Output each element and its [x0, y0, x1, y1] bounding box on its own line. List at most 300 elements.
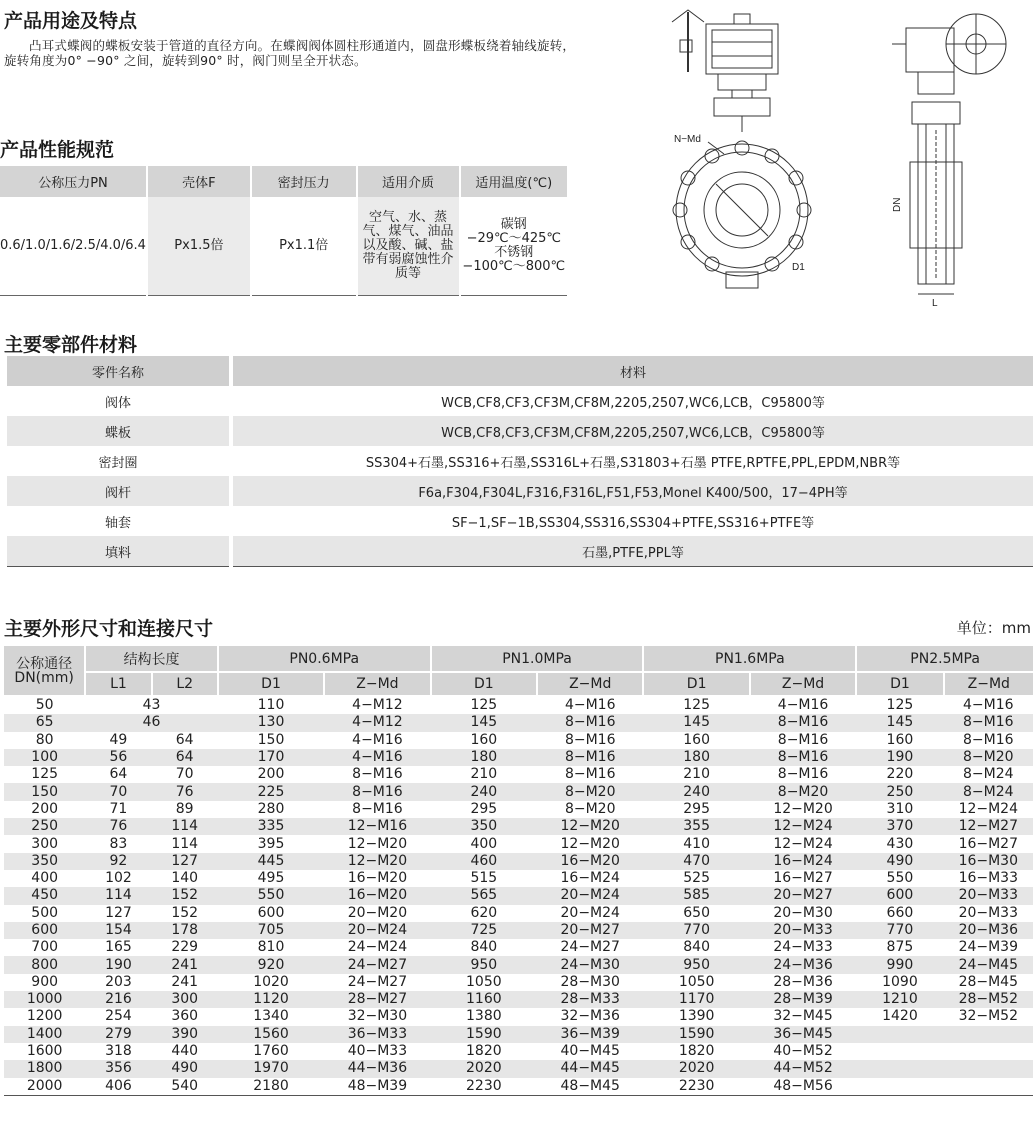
dim-cell-pn25-zmd: 12−M27 [944, 818, 1033, 835]
dim-cell-pn25-zmd: 20−M33 [958, 904, 1019, 921]
dim-subheader: D1 [218, 672, 324, 696]
dim-cell-pn10-zmd: 8−M16 [537, 714, 643, 731]
dim-cell-pn10-zmd: 16−M24 [560, 870, 620, 887]
dim-cell-pn10-zmd: 8−M16 [537, 749, 643, 766]
dim-cell-pn16-d1: 410 [683, 835, 710, 852]
dim-cell-l1: 127 [105, 904, 132, 921]
material-value: WCB,CF8,CF3,CF3M,CF8M,2205,2507,WC6,LCB，C95800等 [441, 395, 825, 411]
material-value: SF−1,SF−1B,SS304,SS316,SS304+PTFE,SS316+PTFE等 [451, 515, 815, 531]
dim-cell-pn10-zmd: 12−M20 [537, 818, 643, 835]
dim-subheader: D1 [856, 672, 943, 696]
dim-cell-dn: 1400 [4, 1026, 85, 1043]
dim-cell-pn25-d1: 770 [856, 922, 943, 939]
dim-cell-l2: 152 [152, 887, 218, 904]
dim-cell-pn16-d1: 1390 [678, 1008, 715, 1025]
unit-label: 单位：mm [956, 619, 1031, 637]
dim-cell-pn25-d1: 220 [886, 766, 914, 783]
dim-cell-pn06-d1: 170 [218, 749, 324, 766]
dim-row [4, 1026, 1033, 1043]
dim-row [4, 1060, 1033, 1077]
dim-cell-pn16-d1: 125 [683, 697, 710, 714]
dim-cell-pn25-d1: 145 [856, 714, 943, 731]
dim-cell-pn10-zmd: 40−M45 [560, 1043, 620, 1060]
dim-cell-pn16-zmd: 8−M20 [750, 783, 856, 800]
dim-cell-pn06-zmd: 16−M20 [324, 887, 430, 904]
dim-cell-pn10-zmd: 24−M27 [560, 939, 620, 956]
dim-cell-pn06-zmd: 24−M27 [347, 973, 408, 990]
perf-temp-line2: −29℃～425℃ [466, 231, 562, 246]
material-part-name: 填料 [7, 536, 231, 567]
dim-cell-pn10-zmd: 44−M45 [537, 1060, 643, 1077]
dim-cell-dn: 450 [4, 887, 85, 904]
dim-cell-l2: 64 [152, 749, 218, 766]
dim-cell-pn16-zmd: 24−M36 [750, 956, 856, 973]
dim-cell-l2: 241 [171, 973, 199, 990]
dim-cell-l1: 92 [85, 853, 151, 870]
material-part-name: 阀体 [7, 386, 231, 416]
dim-cell-l1: 154 [85, 922, 151, 939]
dim-cell-l2: 490 [152, 1060, 218, 1077]
dim-cell-pn25-zmd: 8−M16 [944, 714, 1033, 731]
dim-cell-pn10-zmd: 8−M16 [564, 731, 616, 748]
dim-cell-l1: 254 [105, 1008, 132, 1025]
dim-cell-pn06-zmd: 12−M20 [324, 853, 430, 870]
dim-cell-l2: 89 [175, 800, 194, 817]
dim-cell-dn: 1000 [4, 991, 85, 1008]
perf-header-seal: 密封压力 [251, 166, 357, 197]
dim-cell-pn25-d1: 1210 [856, 991, 943, 1008]
dim-cell-pn06-zmd: 20−M24 [324, 922, 430, 939]
dim-cell-l1: 102 [105, 870, 132, 887]
dim-cell-pn10-d1: 1160 [431, 991, 537, 1008]
perf-temp-line4: −100℃～800℃ [462, 259, 566, 274]
dim-cell-pn10-d1: 240 [431, 783, 537, 800]
dim-subheader: Z−Md [750, 672, 856, 696]
dim-cell-pn16-zmd: 28−M36 [773, 973, 833, 990]
dim-cell-pn25-zmd: 28−M45 [958, 973, 1019, 990]
dim-row [4, 939, 1033, 956]
dim-subheader: Z−Md [324, 672, 430, 696]
dim-cell-pn25-d1 [856, 1060, 943, 1077]
dim-cell-l1: 76 [85, 818, 151, 835]
dim-cell-dn: 2000 [26, 1077, 63, 1094]
dim-cell-pn16-zmd: 4−M16 [777, 697, 829, 714]
dim-row [4, 1043, 1033, 1060]
dim-cell-l1: 279 [85, 1026, 151, 1043]
dim-cell-l1: 190 [85, 956, 151, 973]
dim-cell-l1: 203 [105, 973, 132, 990]
dim-row [4, 1078, 1033, 1096]
dim-header-dn-line1: 公称通径 [16, 655, 73, 672]
dim-cell-pn06-zmd: 8−M16 [352, 800, 403, 817]
dimension-table [4, 646, 1033, 1096]
dim-cell-l1: 56 [85, 749, 151, 766]
dim-cell-pn06-d1: 600 [257, 904, 285, 921]
dim-cell-pn25-zmd: 8−M20 [944, 749, 1033, 766]
dim-header-dn-line2: DN(mm) [14, 669, 74, 686]
dim-cell-l2: 70 [175, 766, 194, 783]
dim-cell-pn16-zmd: 28−M39 [750, 991, 856, 1008]
dim-cell-pn06-d1: 150 [257, 731, 285, 748]
dim-cell-pn25-zmd: 28−M52 [944, 991, 1033, 1008]
dim-cell-pn25-d1: 1420 [882, 1008, 918, 1025]
dim-row [4, 853, 1033, 870]
dim-cell-pn16-zmd: 40−M52 [773, 1043, 833, 1060]
dim-cell-pn16-d1: 1820 [678, 1043, 715, 1060]
dim-cell-pn10-d1: 565 [431, 887, 537, 904]
dim-subheader: Z−Md [944, 672, 1033, 696]
dim-cell-pn25-d1: 190 [856, 749, 943, 766]
dim-row [4, 870, 1033, 887]
material-part-name: 密封圈 [7, 446, 231, 476]
dim-cell-pn06-d1: 280 [257, 800, 285, 817]
material-value: WCB,CF8,CF3,CF3M,CF8M,2205,2507,WC6,LCB，C95800等 [231, 416, 1033, 446]
material-header-material: 材料 [231, 356, 1033, 386]
dim-cell-pn10-d1: 145 [431, 714, 537, 731]
dim-subheader: L1 [85, 672, 151, 696]
dim-cell-dn: 125 [31, 766, 59, 783]
perf-title: 产品性能规范 [0, 139, 115, 161]
dim-cell-pn06-d1: 1560 [218, 1026, 324, 1043]
dim-cell-l1: 49 [109, 731, 128, 748]
material-table [7, 356, 1033, 567]
dim-header-length: 结构长度 [85, 646, 218, 672]
usage-text: 凸耳式蝶阀的蝶板安装于管道的直径方向。在蝶阀阀体圆柱形通道内，圆盘形蝶板绕着轴线旋转，旋转角度为0° −90° 之间，旋转到90° 时，阀门则呈全开状态。 [4, 38, 576, 68]
dim-cell-pn25-d1: 250 [856, 783, 943, 800]
dim-subheader: L2 [152, 672, 218, 696]
dim-row [4, 818, 1033, 835]
dim-cell-l2: 76 [152, 783, 218, 800]
dim-cell-pn06-zmd: 24−M24 [347, 939, 408, 956]
material-row [7, 446, 1033, 476]
dim-subheader: D1 [643, 672, 749, 696]
dim-cell-pn06-zmd: 48−M39 [347, 1077, 408, 1094]
dim-row [4, 801, 1033, 818]
dim-cell-pn16-zmd: 32−M45 [773, 1008, 833, 1025]
dim-cell-pn06-d1: 395 [257, 835, 285, 852]
dim-cell-pn10-d1: 1380 [466, 1008, 502, 1025]
dim-cell-pn25-d1: 660 [886, 904, 914, 921]
dim-cell-dn: 300 [31, 835, 59, 852]
dim-header-pn06: PN0.6MPa [218, 646, 431, 672]
dim-cell-l2: 540 [171, 1077, 199, 1094]
material-row [7, 476, 1033, 506]
dim-cell-pn06-zmd: 4−M16 [324, 749, 430, 766]
dim-cell-l1: 43 [142, 697, 161, 714]
dim-cell-pn10-d1: 1820 [466, 1043, 502, 1060]
dim-cell-pn25-zmd: 24−M45 [944, 956, 1033, 973]
dim-cell-pn25-zmd [944, 1026, 1033, 1043]
dim-cell-pn16-zmd: 12−M24 [750, 818, 856, 835]
dim-cell-pn10-zmd: 28−M30 [560, 973, 620, 990]
drawing-label-d1: D1 [792, 262, 805, 273]
dim-cell-pn16-zmd: 8−M16 [750, 714, 856, 731]
drawing-label-dn: DN [892, 197, 903, 212]
dim-row [4, 922, 1033, 939]
dim-cell-pn10-zmd: 36−M39 [537, 1026, 643, 1043]
drawing-label-nmd: N−Md [674, 134, 701, 145]
dim-cell-pn16-d1: 160 [683, 731, 710, 748]
dim-cell-pn16-d1: 2230 [678, 1077, 715, 1094]
dim-cell-pn25-zmd: 4−M16 [963, 697, 1014, 714]
dim-cell-l2: 300 [152, 991, 218, 1008]
dim-cell-pn06-d1: 130 [218, 714, 324, 731]
dim-cell-pn10-zmd: 32−M36 [560, 1008, 620, 1025]
dim-cell-pn25-d1: 875 [886, 939, 914, 956]
dim-row [4, 905, 1033, 922]
dim-cell-pn10-d1: 460 [431, 853, 537, 870]
dim-cell-pn06-zmd: 8−M16 [324, 783, 430, 800]
dim-cell-dn: 900 [31, 973, 59, 990]
dim-cell-pn16-zmd: 12−M20 [773, 800, 833, 817]
dim-cell-pn06-zmd: 40−M33 [347, 1043, 408, 1060]
dim-header-pn16: PN1.6MPa [643, 646, 856, 672]
dim-cell-l2: 440 [171, 1043, 199, 1060]
perf-medium: 空气、水、蒸气、煤气、油品以及酸、碱、盐带有弱腐蚀性介质等 [357, 197, 460, 296]
perf-seal: Px1.1倍 [251, 197, 357, 296]
dim-cell-l2: 229 [171, 939, 199, 956]
dim-cell-dn: 100 [4, 749, 85, 766]
dim-row [4, 835, 1033, 852]
dim-cell-pn06-zmd: 4−M12 [324, 714, 430, 731]
dim-cell-pn25-zmd: 8−M16 [963, 731, 1014, 748]
dim-cell-pn16-zmd: 20−M27 [750, 887, 856, 904]
dim-cell-pn10-zmd: 8−M16 [564, 766, 616, 783]
dim-cell-pn10-zmd: 8−M20 [537, 783, 643, 800]
dim-row [4, 974, 1033, 991]
dim-row [4, 991, 1033, 1008]
dim-cell-pn25-zmd: 24−M39 [958, 939, 1019, 956]
dim-cell-dn: 150 [4, 783, 85, 800]
dim-row [4, 956, 1033, 973]
dim-cell-l2: 114 [171, 835, 199, 852]
dim-cell-pn25-d1 [856, 1026, 943, 1043]
dim-cell-pn10-zmd: 16−M20 [537, 853, 643, 870]
dim-cell-pn10-zmd: 24−M30 [537, 956, 643, 973]
dim-cell-pn16-d1: 145 [643, 714, 749, 731]
material-part-name: 轴套 [7, 506, 231, 536]
dim-header-dn [4, 646, 85, 696]
dim-cell-l2: 178 [152, 922, 218, 939]
dim-cell-pn25-d1: 310 [886, 800, 914, 817]
dim-cell-pn06-d1: 225 [218, 783, 324, 800]
material-row [7, 506, 1033, 536]
perf-header-shell: 壳体F [147, 166, 251, 197]
dim-cell-pn06-zmd: 24−M27 [324, 956, 430, 973]
dim-cell-pn06-d1: 335 [218, 818, 324, 835]
dim-cell-l1: 406 [105, 1077, 132, 1094]
valve-front-drawing [668, 2, 828, 294]
dim-cell-l2: 360 [171, 1008, 199, 1025]
dim-cell-pn16-d1: 1170 [643, 991, 749, 1008]
material-part-name: 阀杆 [7, 476, 231, 506]
dim-cell-pn10-d1: 295 [470, 800, 498, 817]
dim-cell-pn10-d1: 125 [470, 697, 498, 714]
dim-cell-pn06-d1: 2180 [253, 1077, 289, 1094]
dim-cell-l2: 114 [152, 818, 218, 835]
dim-cell-pn25-d1: 160 [886, 731, 914, 748]
dim-cell-l2: 152 [171, 904, 199, 921]
dim-cell-dn: 1800 [4, 1060, 85, 1077]
dim-cell-pn25-d1: 125 [886, 697, 914, 714]
perf-temp-line1: 碳钢 [500, 217, 527, 232]
dim-cell-pn25-zmd [944, 1043, 1033, 1060]
dim-cell-pn10-zmd: 48−M45 [560, 1077, 620, 1094]
dim-cell-pn06-d1: 705 [218, 922, 324, 939]
dim-cell-pn25-zmd: 20−M36 [944, 922, 1033, 939]
dim-cell-pn10-d1: 350 [431, 818, 537, 835]
dim-cell-pn10-d1: 620 [470, 904, 498, 921]
dim-cell-pn25-d1: 370 [856, 818, 943, 835]
perf-header-medium: 适用介质 [357, 166, 460, 197]
dim-cell-pn16-zmd: 20−M33 [750, 922, 856, 939]
dim-cell-pn16-zmd: 16−M24 [750, 853, 856, 870]
dim-cell-pn06-d1: 810 [257, 939, 285, 956]
dim-cell-pn16-d1: 840 [683, 939, 710, 956]
dim-cell-dn: 50 [35, 697, 54, 714]
perf-table [0, 166, 567, 296]
dim-cell-pn25-zmd: 16−M27 [958, 835, 1019, 852]
material-part-name: 蝶板 [7, 416, 231, 446]
dim-cell-pn25-d1: 430 [886, 835, 914, 852]
dim-cell-dn: 1600 [26, 1043, 63, 1060]
material-value: SS304+石墨,SS316+石墨,SS316L+石墨,S31803+石墨 PTFE,RPTFE,PPL,EPDM,NBR等 [365, 455, 901, 471]
dim-cell-l2: 390 [152, 1026, 218, 1043]
dim-subheader: Z−Md [537, 672, 643, 696]
dim-cell-pn10-d1: 180 [431, 749, 537, 766]
dim-cell-pn16-zmd: 44−M52 [750, 1060, 856, 1077]
dim-cell-pn25-d1 [856, 1078, 943, 1096]
dim-row [4, 749, 1033, 766]
dim-cell-pn10-d1: 400 [470, 835, 498, 852]
material-value: 石墨,PTFE,PPL等 [231, 536, 1033, 567]
dim-cell-pn06-d1: 1340 [253, 1008, 289, 1025]
perf-temp-line3: 不锈钢 [494, 245, 534, 260]
dim-cell-pn06-zmd: 44−M36 [324, 1060, 430, 1077]
dim-cell-pn16-d1: 1590 [643, 1026, 749, 1043]
dim-row [4, 714, 1033, 731]
dim-subheader: D1 [431, 672, 537, 696]
valve-side-drawing [882, 2, 1032, 312]
perf-pn: 0.6/1.0/1.6/2.5/4.0/6.4 [0, 238, 146, 253]
perf-header-temp: 适用温度(℃) [460, 166, 567, 197]
dim-cell-pn16-d1: 295 [683, 800, 710, 817]
dim-cell-pn10-d1: 160 [470, 731, 498, 748]
dim-cell-pn06-d1: 1970 [218, 1060, 324, 1077]
dim-cell-pn10-zmd: 20−M27 [537, 922, 643, 939]
dim-cell-pn25-zmd [944, 1060, 1033, 1077]
dim-cell-l1: 70 [85, 783, 151, 800]
material-row [7, 536, 1033, 567]
dim-cell-pn16-zmd: 24−M33 [773, 939, 833, 956]
dim-cell-pn06-zmd: 28−M27 [324, 991, 430, 1008]
dim-row [4, 783, 1033, 800]
dim-cell-pn06-zmd: 16−M20 [347, 870, 408, 887]
dim-cell-pn16-zmd: 8−M16 [777, 731, 829, 748]
perf-header-pn: 公称压力PN [0, 166, 147, 197]
dim-cell-pn06-zmd: 36−M33 [324, 1026, 430, 1043]
dim-cell-pn10-zmd: 20−M24 [537, 887, 643, 904]
dim-cell-pn10-d1: 515 [470, 870, 498, 887]
dim-cell-pn25-zmd: 12−M24 [958, 800, 1019, 817]
dim-cell-pn16-zmd: 20−M30 [773, 904, 833, 921]
dim-cell-l1: 83 [109, 835, 128, 852]
dim-cell-l1: 71 [109, 800, 128, 817]
perf-temp [460, 197, 567, 296]
dim-cell-l2: 241 [152, 956, 218, 973]
dim-cell-pn16-zmd: 16−M27 [773, 870, 833, 887]
dim-cell-pn16-d1: 240 [643, 783, 749, 800]
dim-row [4, 766, 1033, 783]
dim-cell-pn06-d1: 200 [257, 766, 285, 783]
dim-cell-dn: 250 [4, 818, 85, 835]
dim-cell-pn25-zmd: 16−M33 [958, 870, 1019, 887]
dim-cell-l1: 64 [109, 766, 128, 783]
dim-cell-pn16-d1: 525 [683, 870, 710, 887]
dim-cell-pn06-zmd: 20−M20 [347, 904, 408, 921]
dim-cell-dn: 200 [31, 800, 59, 817]
dim-row [4, 732, 1033, 749]
dim-cell-pn25-d1: 990 [856, 956, 943, 973]
dim-cell-pn06-d1: 1120 [218, 991, 324, 1008]
dim-cell-pn10-d1: 2230 [466, 1077, 502, 1094]
dim-row [4, 696, 1033, 714]
dim-cell-dn: 800 [4, 956, 85, 973]
dim-title: 主要外形尺寸和连接尺寸 [4, 618, 214, 640]
dim-cell-pn10-zmd: 4−M16 [564, 697, 616, 714]
dim-cell-l2: 127 [152, 853, 218, 870]
dim-cell-l1: 356 [85, 1060, 151, 1077]
dim-cell-pn06-d1: 110 [257, 697, 285, 714]
dim-cell-pn10-zmd: 8−M20 [564, 800, 616, 817]
dim-cell-pn06-d1: 550 [218, 887, 324, 904]
dim-cell-dn: 500 [31, 904, 59, 921]
material-value: F6a,F304,F304L,F316,F316L,F51,F53,Monel K400/500，17−4PH等 [231, 476, 1033, 506]
dim-cell-pn25-zmd: 8−M24 [944, 783, 1033, 800]
dim-cell-dn: 350 [4, 853, 85, 870]
dim-cell-pn10-d1: 210 [470, 766, 498, 783]
dim-cell-pn06-zmd: 32−M30 [347, 1008, 408, 1025]
dim-cell-pn25-zmd: 32−M52 [958, 1008, 1019, 1025]
dim-cell-pn06-d1: 1760 [253, 1043, 289, 1060]
dim-cell-pn25-d1 [856, 1043, 943, 1060]
dim-cell-pn16-zmd: 8−M16 [777, 766, 829, 783]
dim-header-pn10: PN1.0MPa [431, 646, 644, 672]
dim-header-pn25: PN2.5MPa [856, 646, 1033, 672]
dim-cell-pn25-zmd: 20−M33 [944, 887, 1033, 904]
dim-cell-pn10-d1: 1590 [431, 1026, 537, 1043]
dim-cell-pn16-d1: 950 [643, 956, 749, 973]
dim-cell-pn16-d1: 180 [643, 749, 749, 766]
dim-cell-pn10-zmd: 12−M20 [560, 835, 620, 852]
dim-cell-dn: 1200 [26, 1008, 63, 1025]
dim-cell-pn16-d1: 2020 [643, 1060, 749, 1077]
dim-cell-pn06-zmd: 12−M16 [324, 818, 430, 835]
dim-row [4, 887, 1033, 904]
material-title: 主要零部件材料 [4, 334, 138, 356]
dim-cell-pn16-d1: 470 [643, 853, 749, 870]
dim-cell-pn25-zmd: 16−M30 [944, 853, 1033, 870]
dim-cell-l1: 114 [85, 887, 151, 904]
dim-cell-pn16-d1: 210 [683, 766, 710, 783]
dim-cell-pn25-d1: 490 [856, 853, 943, 870]
dim-cell-pn10-d1: 725 [431, 922, 537, 939]
material-row [7, 416, 1033, 446]
dim-cell-pn16-d1: 1050 [678, 973, 715, 990]
dim-cell-pn16-zmd: 36−M45 [750, 1026, 856, 1043]
dim-cell-dn: 700 [31, 939, 59, 956]
dim-cell-pn25-zmd: 8−M24 [963, 766, 1014, 783]
